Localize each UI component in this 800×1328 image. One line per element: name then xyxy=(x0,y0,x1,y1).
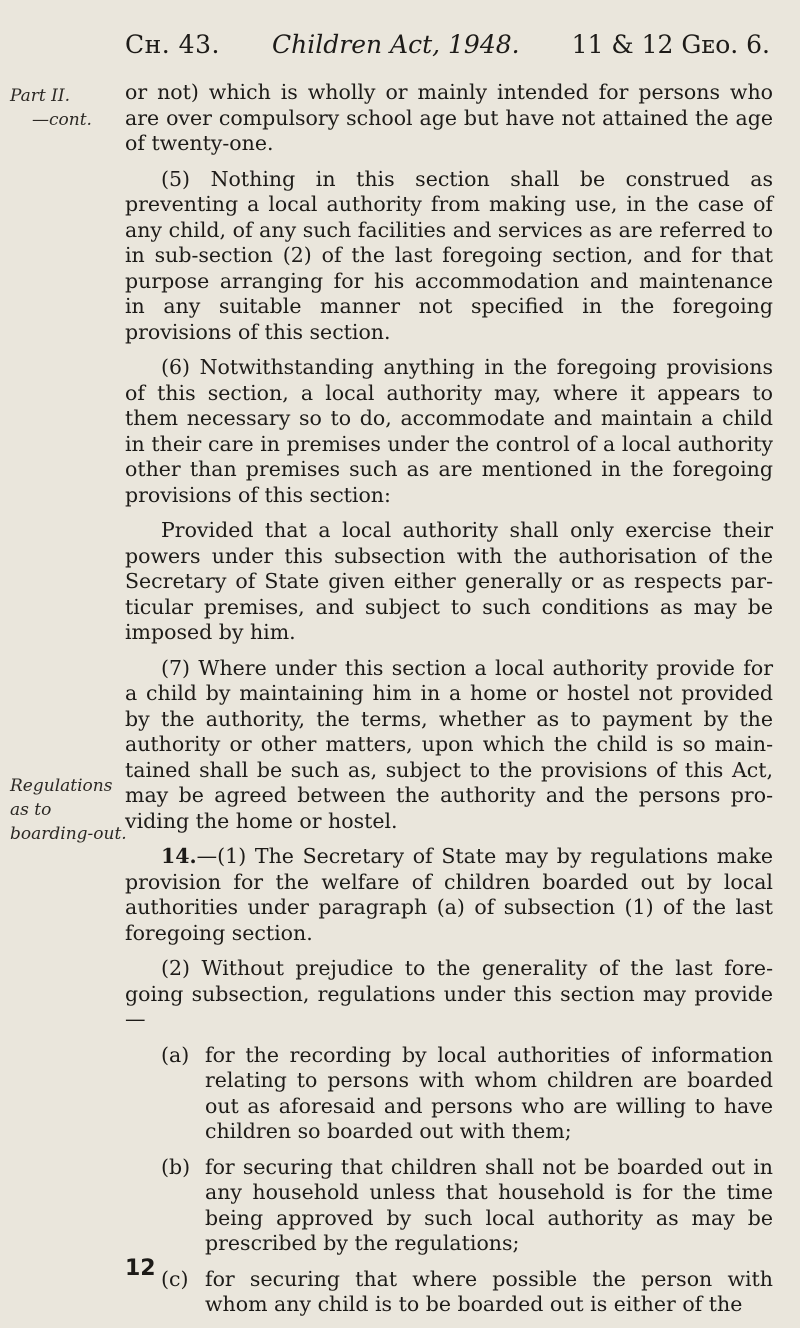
item-text-c: for securing that where possible the person with whom any child is to be boarded out is either of the xyxy=(205,1266,773,1316)
item-mark-b: (b) xyxy=(161,1154,191,1179)
list-item xyxy=(125,1155,773,1257)
margin-note-regulations xyxy=(10,774,127,846)
section-14-subsection-1 xyxy=(125,844,773,946)
item-text-b: for securing that children shall not be boarded out in any household unless that household is for the time being approved by such local authority as may be prescribed by the regulations; xyxy=(205,1154,773,1255)
item-text-a: for the recording by local authorities of information relating to persons with whom children are boarded out as aforesaid and persons who are willing to have children so boarded out with them; xyxy=(205,1042,773,1143)
act-title: Children Act, 1948. xyxy=(272,30,520,59)
list-item xyxy=(125,1043,773,1145)
chapter-number: Cʜ. 43. xyxy=(125,30,220,59)
running-header xyxy=(125,30,770,59)
body-text xyxy=(125,80,773,1328)
section-14-subsection-2: (2) Without prejudice to the generality of the last fore-going subsection, regulations under this section may provide— xyxy=(125,956,773,1031)
section-14-number: 14. xyxy=(161,844,197,868)
section-14-text: —(1) The Secretary of State may by regulations make provision for the welfare of children boarded out by local authorities under paragraph (a) of subsection (1) of the last foregoing section. xyxy=(125,844,773,945)
subsection-6: (6) Notwithstanding anything in the foregoing provisions of this section, a local authority may, where it appears to them necessary so to do, accommodate and maintain a child in their care in premises under the control of a local authority other than premises such as are mentioned in the foregoing provisions of this section: xyxy=(125,355,773,507)
margin-part-label: Part II. xyxy=(10,86,71,106)
margin-note-part xyxy=(10,84,120,132)
provision-list xyxy=(125,1043,773,1318)
margin-part-cont: —cont. xyxy=(32,110,92,130)
margin-reg-line1: Regulations xyxy=(10,776,113,796)
margin-reg-line3: boarding-out. xyxy=(10,824,127,844)
subsection-5: (5) Nothing in this section shall be construed as preventing a local authority from making use, in the case of any child, of any such facilities and services as are referred to in sub-section (2) of the last foregoing section, and for that purpose arranging for his accommodation and maintenance in any suitable manner not specified in the foregoing provisions of this section. xyxy=(125,166,773,344)
regnal-year: 11 & 12 Gᴇᴏ. 6. xyxy=(571,30,770,59)
page-number: 12 xyxy=(125,1256,156,1281)
item-mark-c: (c) xyxy=(161,1266,189,1291)
paragraph-continuation: or not) which is wholly or mainly intended for persons who are over compulsory school age but have not attained the age of twenty-one. xyxy=(125,80,773,155)
item-mark-a: (a) xyxy=(161,1042,190,1067)
subsection-7: (7) Where under this section a local authority provide for a child by maintaining him in a home or hostel not provided by the authority, the terms, whether as to payment by the authority or other matters, upon which the child is so main-tained shall be such as, subject to the provisions of this Act, may be agreed between the authority and the persons pro-viding the home or hostel. xyxy=(125,655,773,833)
list-item xyxy=(125,1267,773,1318)
proviso: Provided that a local authority shall only exercise their powers under this subsection with the authorisation of the Secretary of State given either generally or as respects par-ticular premises, and subject to such conditions as may be imposed by him. xyxy=(125,518,773,644)
margin-reg-line2: as to xyxy=(10,800,52,820)
